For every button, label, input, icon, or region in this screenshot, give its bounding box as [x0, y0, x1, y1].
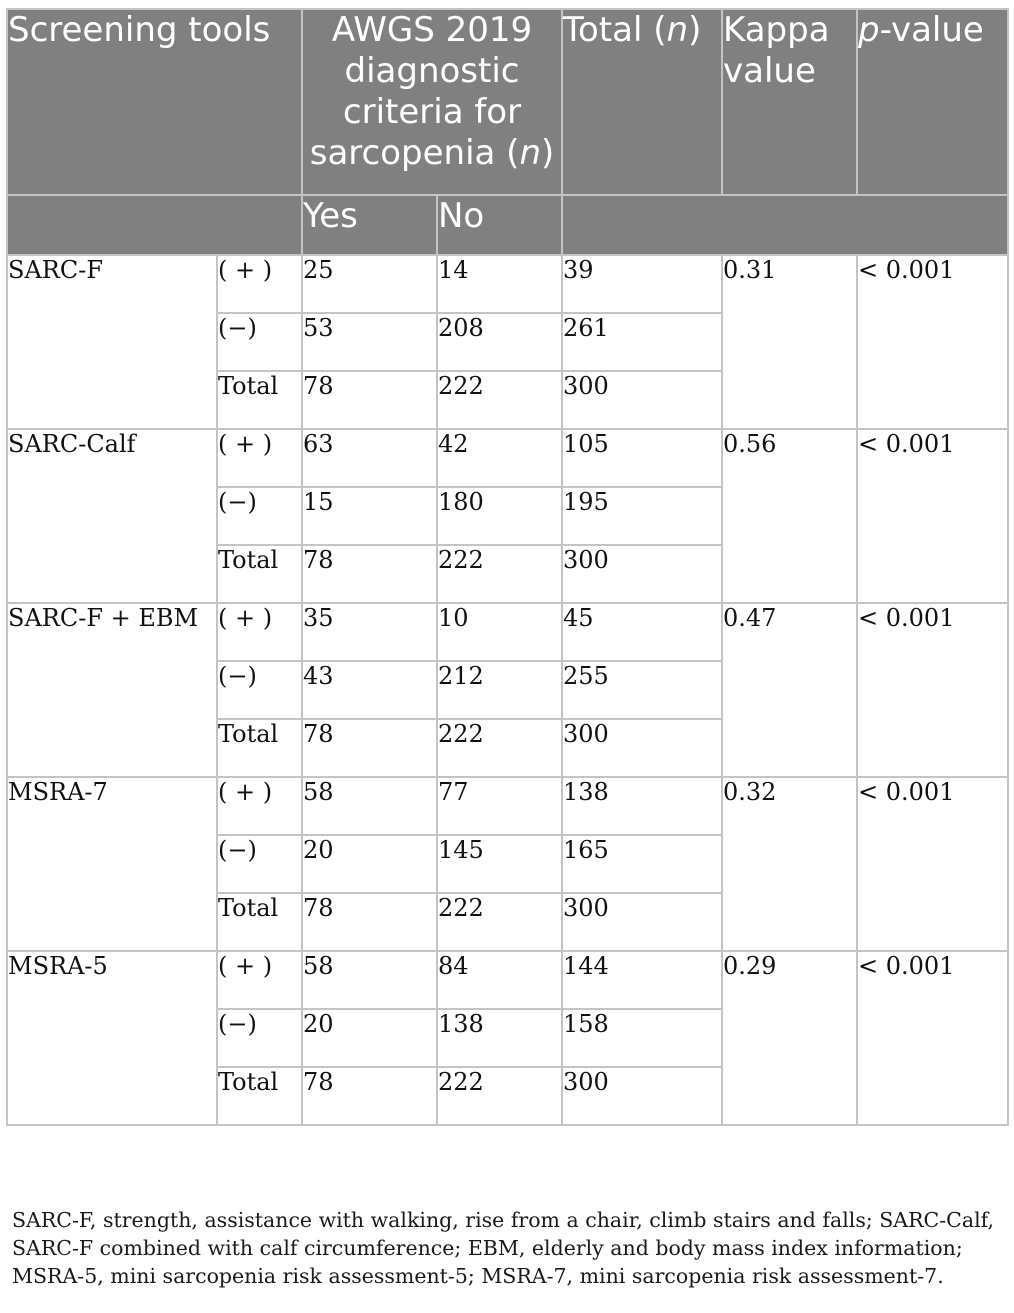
no-count-cell: 77: [437, 777, 562, 835]
total-count-cell: 261: [562, 313, 722, 371]
kappa-value-cell: 0.32: [722, 777, 857, 951]
total-count-cell: 138: [562, 777, 722, 835]
result-label-cell: (−): [217, 1009, 302, 1067]
yes-count-cell: 35: [302, 603, 437, 661]
tool-name-cell: MSRA-5: [7, 951, 217, 1125]
yes-count-cell: 78: [302, 893, 437, 951]
total-count-cell: 45: [562, 603, 722, 661]
no-count-cell: 222: [437, 545, 562, 603]
table-row: [7, 777, 1008, 835]
header-total: [562, 9, 722, 195]
no-count-cell: 180: [437, 487, 562, 545]
header-blank-right: [562, 195, 1008, 255]
header-total-close: ): [688, 10, 702, 50]
total-count-cell: 300: [562, 371, 722, 429]
no-count-cell: 84: [437, 951, 562, 1009]
header-total-label: Total (: [563, 10, 667, 50]
agreement-table: [6, 8, 1009, 1126]
header-yes: Yes: [302, 195, 437, 255]
yes-count-cell: 58: [302, 777, 437, 835]
result-label-cell: Total: [217, 893, 302, 951]
header-kappa-line2: value: [723, 51, 816, 91]
yes-count-cell: 53: [302, 313, 437, 371]
header-p-italic: p: [858, 10, 880, 50]
p-value-cell: < 0.001: [857, 951, 1008, 1125]
footnote-line-2: SARC-F combined with calf circumference; EBM, elderly and body mass index information;: [12, 1236, 963, 1260]
table-row: [7, 603, 1008, 661]
tool-name-cell: SARC-F + EBM: [7, 603, 217, 777]
table-row: [7, 429, 1008, 487]
result-label-cell: (−): [217, 487, 302, 545]
result-label-cell: (−): [217, 661, 302, 719]
total-count-cell: 300: [562, 893, 722, 951]
yes-count-cell: 43: [302, 661, 437, 719]
header-awgs-criteria: [302, 9, 562, 195]
yes-count-cell: 78: [302, 1067, 437, 1125]
yes-count-cell: 78: [302, 371, 437, 429]
result-label-cell: ( + ): [217, 777, 302, 835]
total-count-cell: 300: [562, 1067, 722, 1125]
yes-count-cell: 20: [302, 835, 437, 893]
yes-count-cell: 58: [302, 951, 437, 1009]
footnote-line-1: SARC-F, strength, assistance with walking, rise from a chair, climb stairs and falls; SARC-Calf,: [12, 1208, 994, 1232]
result-label-cell: ( + ): [217, 255, 302, 313]
yes-count-cell: 20: [302, 1009, 437, 1067]
total-count-cell: 300: [562, 545, 722, 603]
total-count-cell: 195: [562, 487, 722, 545]
header-blank-left: [7, 195, 302, 255]
no-count-cell: 222: [437, 893, 562, 951]
header-row-1: [7, 9, 1008, 195]
no-count-cell: 14: [437, 255, 562, 313]
no-count-cell: 10: [437, 603, 562, 661]
total-count-cell: 105: [562, 429, 722, 487]
result-label-cell: (−): [217, 313, 302, 371]
header-awgs-line3: criteria for: [342, 92, 522, 132]
yes-count-cell: 78: [302, 719, 437, 777]
tool-name-cell: SARC-F: [7, 255, 217, 429]
header-awgs-close: ): [541, 133, 555, 173]
p-value-cell: < 0.001: [857, 603, 1008, 777]
yes-count-cell: 78: [302, 545, 437, 603]
no-count-cell: 212: [437, 661, 562, 719]
header-screening-tools: Screening tools: [7, 9, 302, 195]
header-kappa-line1: Kappa: [723, 10, 830, 50]
result-label-cell: Total: [217, 371, 302, 429]
table-header: [7, 9, 1008, 255]
no-count-cell: 138: [437, 1009, 562, 1067]
table-row: [7, 951, 1008, 1009]
footnote-line-3: MSRA-5, mini sarcopenia risk assessment-5; MSRA-7, mini sarcopenia risk assessment-7.: [12, 1264, 944, 1288]
total-count-cell: 144: [562, 951, 722, 1009]
no-count-cell: 42: [437, 429, 562, 487]
no-count-cell: 222: [437, 1067, 562, 1125]
result-label-cell: Total: [217, 545, 302, 603]
header-awgs-line1: AWGS 2019: [331, 10, 533, 50]
result-label-cell: Total: [217, 719, 302, 777]
yes-count-cell: 15: [302, 487, 437, 545]
result-label-cell: (−): [217, 835, 302, 893]
header-row-2: [7, 195, 1008, 255]
no-count-cell: 208: [437, 313, 562, 371]
p-value-cell: < 0.001: [857, 255, 1008, 429]
yes-count-cell: 63: [302, 429, 437, 487]
kappa-value-cell: 0.31: [722, 255, 857, 429]
header-no: No: [437, 195, 562, 255]
kappa-value-cell: 0.47: [722, 603, 857, 777]
kappa-value-cell: 0.29: [722, 951, 857, 1125]
total-count-cell: 255: [562, 661, 722, 719]
no-count-cell: 145: [437, 835, 562, 893]
header-awgs-line2: diagnostic: [344, 51, 520, 91]
result-label-cell: ( + ): [217, 951, 302, 1009]
table-row: [7, 255, 1008, 313]
p-value-cell: < 0.001: [857, 429, 1008, 603]
no-count-cell: 222: [437, 719, 562, 777]
p-value-cell: < 0.001: [857, 777, 1008, 951]
tool-name-cell: SARC-Calf: [7, 429, 217, 603]
header-p-value: [857, 9, 1008, 195]
total-count-cell: 300: [562, 719, 722, 777]
result-label-cell: ( + ): [217, 603, 302, 661]
result-label-cell: ( + ): [217, 429, 302, 487]
total-count-cell: 165: [562, 835, 722, 893]
yes-count-cell: 25: [302, 255, 437, 313]
result-label-cell: Total: [217, 1067, 302, 1125]
tool-name-cell: MSRA-7: [7, 777, 217, 951]
total-count-cell: 39: [562, 255, 722, 313]
kappa-value-cell: 0.56: [722, 429, 857, 603]
table-footnote: [12, 1206, 1002, 1290]
total-count-cell: 158: [562, 1009, 722, 1067]
header-kappa: [722, 9, 857, 195]
no-count-cell: 222: [437, 371, 562, 429]
header-awgs-line4: sarcopenia (: [309, 133, 520, 173]
header-awgs-n: n: [519, 133, 541, 173]
table-body: [7, 255, 1008, 1125]
header-p-rest: -value: [879, 10, 984, 50]
header-total-n: n: [666, 10, 689, 50]
